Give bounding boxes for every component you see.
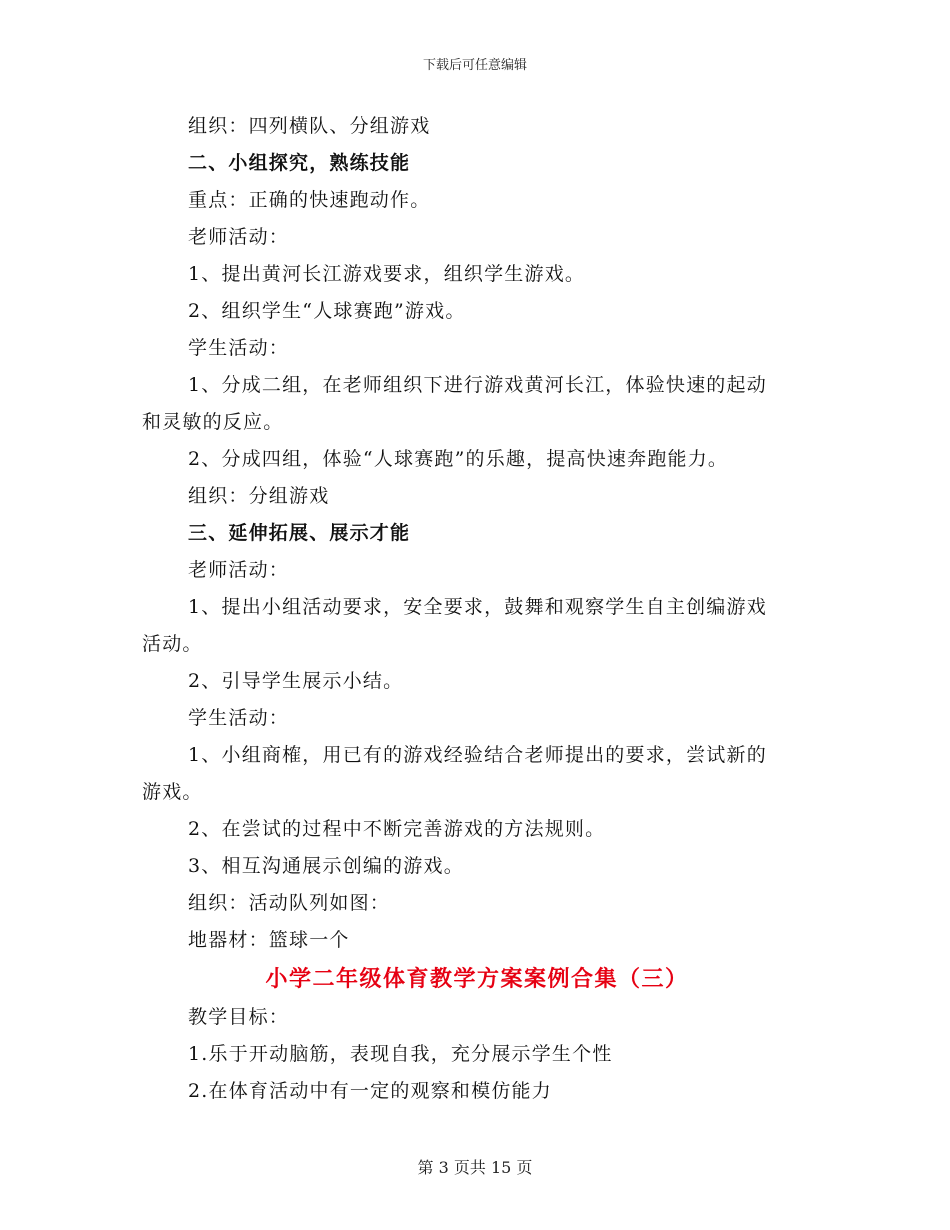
- page-header: 下载后可任意编辑: [422, 58, 527, 73]
- section-heading-3: 三、延伸拓展、展示才能: [188, 522, 411, 544]
- paragraph-student-item-3: 1、小组商榷，用已有的游戏经验结合老师提出的要求，尝试新的: [188, 744, 767, 766]
- paragraph-organization-3: 组织：活动队列如图：: [188, 892, 391, 914]
- paragraph-student-activity-label-2: 学生活动：: [188, 707, 290, 729]
- paragraph-equipment: 地器材：篮球一个: [188, 929, 350, 951]
- paragraph-goals-label: 教学目标：: [188, 1006, 290, 1028]
- paragraph-student-activity-label: 学生活动：: [188, 337, 290, 359]
- paragraph-key-point: 重点：正确的快速跑动作。: [188, 189, 431, 211]
- page-footer: 第 3 页共 15 页: [417, 1158, 533, 1177]
- section-heading-2: 二、小组探究，熟练技能: [188, 152, 411, 174]
- paragraph-organization-1: 组织：四列横队、分组游戏: [188, 115, 431, 137]
- paragraph-student-item-4: 2、在尝试的过程中不断完善游戏的方法规则。: [188, 818, 606, 840]
- paragraph-teacher-item-3: 1、提出小组活动要求，安全要求，鼓舞和观察学生自主创编游戏: [188, 596, 767, 618]
- document-title-part-3: 小学二年级体育教学方案案例合集（三）: [265, 966, 689, 992]
- paragraph-teacher-item-3-cont: 活动。: [142, 633, 203, 655]
- paragraph-goal-2: 2.在体育活动中有一定的观察和模仿能力: [188, 1080, 552, 1102]
- paragraph-student-item-3-cont: 游戏。: [142, 781, 203, 803]
- document-body: [142, 108, 812, 1110]
- paragraph-student-item-1-cont: 和灵敏的反应。: [142, 411, 284, 433]
- paragraph-teacher-activity-label: 老师活动：: [188, 226, 290, 248]
- paragraph-student-item-1: 1、分成二组，在老师组织下进行游戏黄河长江，体验快速的起动: [188, 374, 767, 396]
- paragraph-student-item-2: 2、分成四组，体验“人球赛跑”的乐趣，提高快速奔跑能力。: [188, 448, 729, 470]
- paragraph-teacher-item-1: 1、提出黄河长江游戏要求，组织学生游戏。: [188, 263, 586, 285]
- paragraph-student-item-5: 3、相互沟通展示创编的游戏。: [188, 855, 464, 877]
- paragraph-goal-1: 1.乐于开动脑筋，表现自我，充分展示学生个性: [188, 1043, 613, 1065]
- paragraph-teacher-item-4: 2、引导学生展示小结。: [188, 670, 404, 692]
- paragraph-organization-2: 组织：分组游戏: [188, 485, 330, 507]
- paragraph-teacher-activity-label-2: 老师活动：: [188, 559, 290, 581]
- paragraph-teacher-item-2: 2、组织学生“人球赛跑”游戏。: [188, 300, 466, 322]
